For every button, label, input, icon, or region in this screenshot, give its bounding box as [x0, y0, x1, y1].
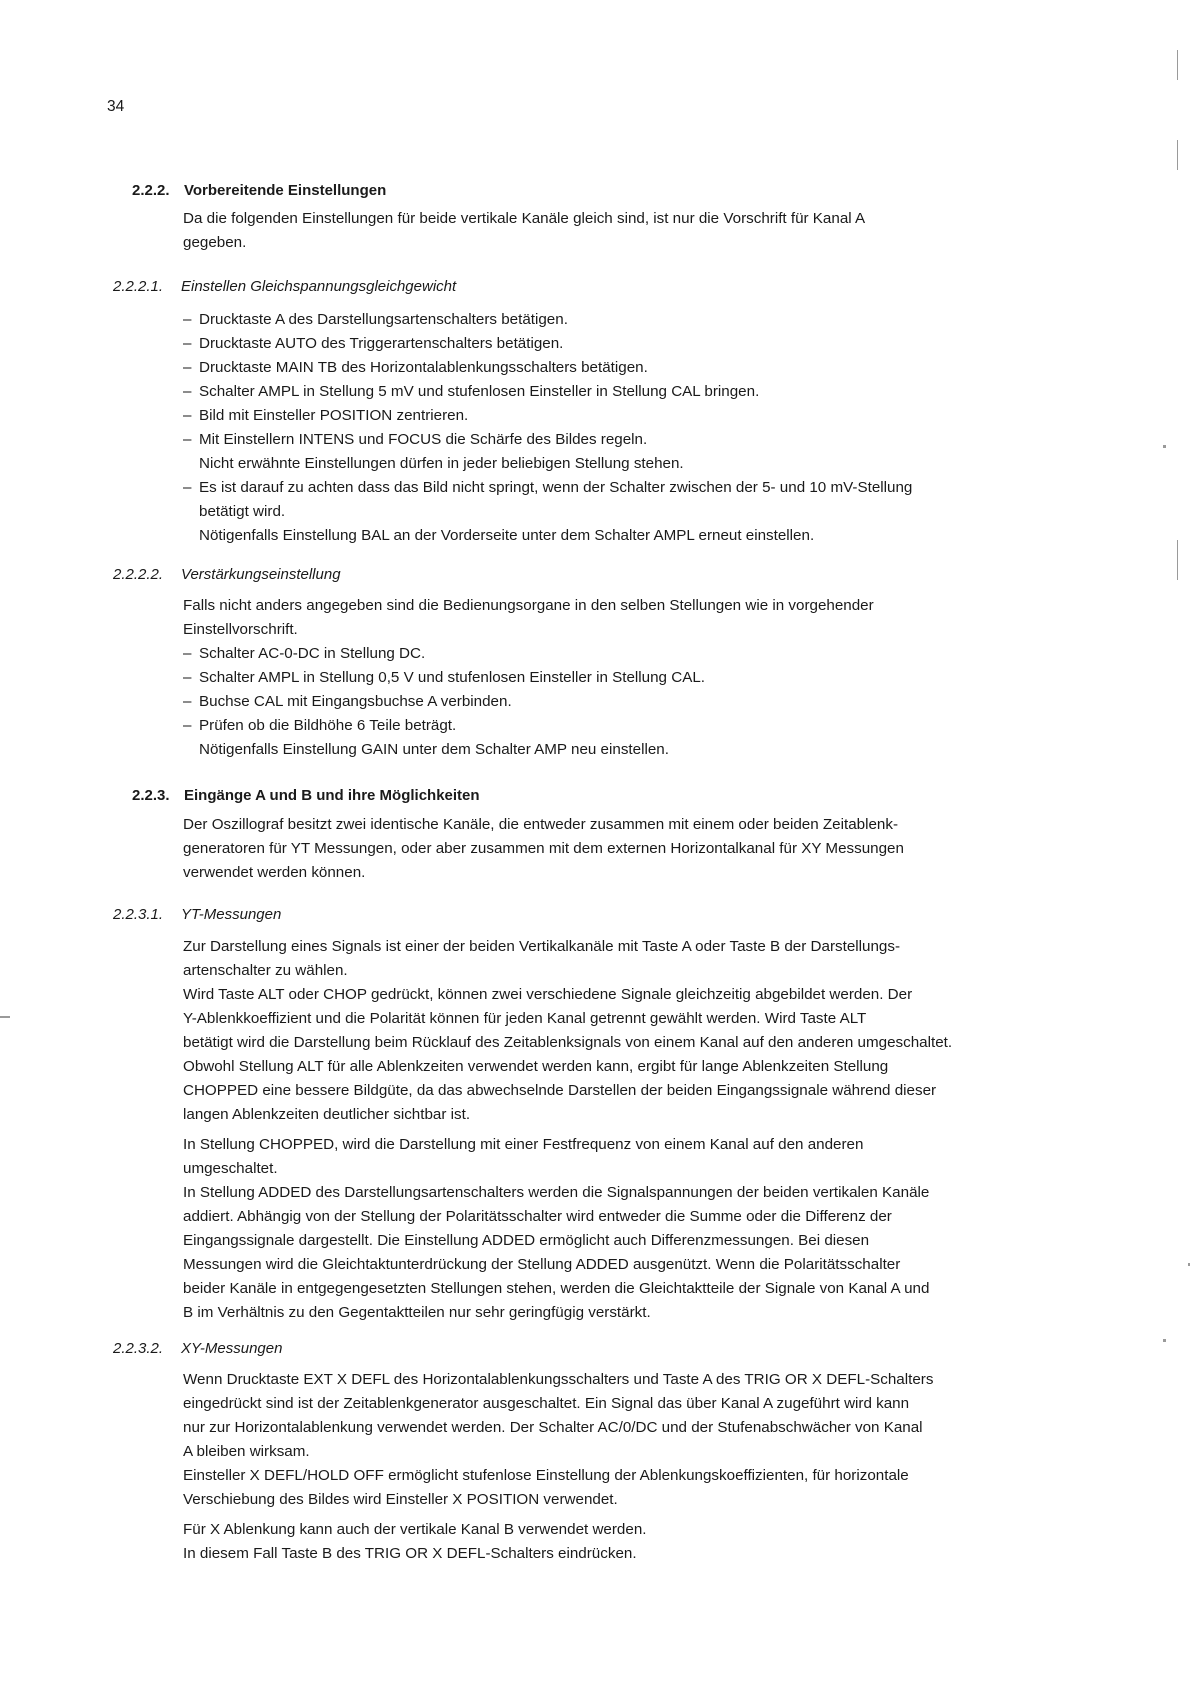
section-heading-2-2-2: [132, 182, 386, 199]
list-item: – Buchse CAL mit Eingangsbuchse A verbinden.: [183, 690, 1053, 714]
list-item: – Schalter AMPL in Stellung 5 mV und stufenlosen Einsteller in Stellung CAL bringen.: [183, 380, 1053, 404]
list-item: – Prüfen ob die Bildhöhe 6 Teile beträgt.: [183, 714, 1053, 738]
scan-mark: [1163, 1339, 1166, 1342]
list-item-continuation: Nötigenfalls Einstellung BAL an der Vorderseite unter dem Schalter AMPL erneut einstellen.: [199, 527, 815, 544]
paragraph-line: Messungen wird die Gleichtaktunterdrückung der Stellung ADDED ausgenützt. Wenn die Polaritätsschalter: [183, 1256, 901, 1273]
subsection-title: Einstellen Gleichspannungsgleichgewicht: [181, 278, 457, 295]
subsection-heading-2-2-3-2: [113, 1340, 282, 1357]
subsection-body-2-2-3-1: [183, 935, 1053, 1325]
subsection-heading-2-2-2-2: [113, 566, 341, 583]
list-item: – Schalter AMPL in Stellung 0,5 V und stufenlosen Einsteller in Stellung CAL.: [183, 666, 1053, 690]
paragraph-line: CHOPPED eine bessere Bildgüte, da das abwechselnde Darstellen der beiden Eingangssignale während dieser: [183, 1082, 937, 1099]
section-body-2-2-2: [183, 207, 1053, 255]
paragraph-line: gegeben.: [183, 234, 247, 251]
paragraph-line: Der Oszillograf besitzt zwei identische Kanäle, die entweder zusammen mit einem oder beiden Zeitablenk-: [183, 816, 899, 833]
paragraph-line: Wenn Drucktaste EXT X DEFL des Horizontalablenkungsschalters und Taste A des TRIG OR X DEFL-Schalters: [183, 1371, 934, 1388]
page-number: 34: [107, 98, 125, 115]
list-item: – Schalter AC-0-DC in Stellung DC.: [183, 642, 1053, 666]
paragraph-line: In Stellung ADDED des Darstellungsartenschalters werden die Signalspannungen der beiden vertikalen Kanäle: [183, 1184, 930, 1201]
list-item-continuation: betätigt wird.: [199, 503, 286, 520]
paragraph-line: umgeschaltet.: [183, 1160, 278, 1177]
paragraph-line: verwendet werden können.: [183, 864, 366, 881]
paragraph-line: betätigt wird die Darstellung beim Rücklauf des Zeitablenksignals von einem Kanal auf den anderen umgeschaltet.: [183, 1034, 953, 1051]
paragraph-line: In Stellung CHOPPED, wird die Darstellung mit einer Festfrequenz von einem Kanal auf den anderen: [183, 1136, 864, 1153]
paragraph-line: Y-Ablenkkoeffizient und die Polarität können für jeden Kanal getrennt gewählt werden. Wird Taste ALT: [183, 1010, 867, 1027]
subsection-title: Verstärkungseinstellung: [181, 566, 341, 583]
list-item: – Drucktaste MAIN TB des Horizontalablenkungsschalters betätigen.: [183, 356, 1053, 380]
subsection-body-2-2-2-2: [183, 594, 1053, 762]
paragraph-line: Falls nicht anders angegeben sind die Bedienungsorgane in den selben Stellungen wie in vorgehender: [183, 597, 874, 614]
paragraph-line: langen Ablenkzeiten deutlicher sichtbar ist.: [183, 1106, 471, 1123]
scan-mark: [1177, 50, 1178, 80]
paragraph-line: Obwohl Stellung ALT für alle Ablenkzeiten verwendet werden kann, ergibt für lange Ablenkzeiten Stellung: [183, 1058, 889, 1075]
paragraph-line: Zur Darstellung eines Signals ist einer der beiden Vertikalkanäle mit Taste A oder Taste B der Darstellungs-: [183, 938, 901, 955]
section-heading-2-2-3: [132, 787, 480, 804]
paragraph-line: eingedrückt sind ist der Zeitablenkgenerator ausgeschaltet. Ein Signal das über Kanal A zugeführt wird kann: [183, 1395, 910, 1412]
paragraph-line: Wird Taste ALT oder CHOP gedrückt, können zwei verschiedene Signale gleichzeitig abgebildet werden. Der: [183, 986, 913, 1003]
paragraph-line: Einstellvorschrift.: [183, 621, 298, 638]
list-item: – Drucktaste AUTO des Triggerartenschalters betätigen.: [183, 332, 1053, 356]
paragraph-line: Verschiebung des Bildes wird Einsteller X POSITION verwendet.: [183, 1491, 618, 1508]
step-list: [183, 308, 1053, 452]
subsection-number: 2.2.2.1.: [113, 278, 164, 295]
paragraph-line: In diesem Fall Taste B des TRIG OR X DEFL-Schalters eindrücken.: [183, 1545, 637, 1562]
scan-mark: [1163, 445, 1166, 448]
section-number: 2.2.2.: [132, 182, 170, 199]
subsection-number: 2.2.2.2.: [113, 566, 164, 583]
subsection-title: XY-Messungen: [181, 1340, 283, 1357]
list-item: – Es ist darauf zu achten dass das Bild nicht springt, wenn der Schalter zwischen der 5- und 10 mV-Stellung: [183, 476, 1053, 500]
paragraph-line: Da die folgenden Einstellungen für beide vertikale Kanäle gleich sind, ist nur die Vorschrift für Kanal A: [183, 210, 866, 227]
paragraph-line: Für X Ablenkung kann auch der vertikale Kanal B verwendet werden.: [183, 1521, 647, 1538]
list-item: – Bild mit Einsteller POSITION zentrieren.: [183, 404, 1053, 428]
scan-mark: [1177, 140, 1178, 170]
subsection-body-2-2-3-2: [183, 1368, 1053, 1566]
paragraph-line: artenschalter zu wählen.: [183, 962, 348, 979]
section-body-2-2-3: [183, 813, 1053, 885]
note-line: Nötigenfalls Einstellung GAIN unter dem Schalter AMP neu einstellen.: [199, 741, 669, 758]
step-list: [183, 476, 1053, 500]
list-item: – Drucktaste A des Darstellungsartenschalters betätigen.: [183, 308, 1053, 332]
paragraph-line: nur zur Horizontalablenkung verwendet werden. Der Schalter AC/0/DC und der Stufenabschwächer von Kanal: [183, 1419, 923, 1436]
scan-mark: [1177, 540, 1178, 580]
note-line: Nicht erwähnte Einstellungen dürfen in jeder beliebigen Stellung stehen.: [199, 455, 684, 472]
subsection-heading-2-2-3-1: [113, 906, 281, 923]
subsection-number: 2.2.3.1.: [113, 906, 164, 923]
section-title: Vorbereitende Einstellungen: [184, 182, 387, 199]
paragraph-line: Eingangssignale dargestellt. Die Einstellung ADDED ermöglicht auch Differenzmessungen. Bei diesen: [183, 1232, 870, 1249]
subsection-title: YT-Messungen: [181, 906, 282, 923]
subsection-heading-2-2-2-1: [113, 278, 456, 295]
paragraph-line: B im Verhältnis zu den Gegentaktteilen nur sehr geringfügig verstärkt.: [183, 1304, 651, 1321]
section-number: 2.2.3.: [132, 787, 170, 804]
list-item: – Mit Einstellern INTENS und FOCUS die Schärfe des Bildes regeln.: [183, 428, 1053, 452]
scan-mark: [0, 1016, 10, 1018]
step-list: [183, 642, 1053, 738]
subsection-number: 2.2.3.2.: [113, 1340, 164, 1357]
paragraph-line: addiert. Abhängig von der Stellung der Polaritätsschalter wird entweder die Summe oder die Differenz der: [183, 1208, 892, 1225]
paragraph-line: beider Kanäle in entgegengesetzten Stellungen stehen, werden die Gleichtaktteile der Signale von Kanal A und: [183, 1280, 930, 1297]
section-title: Eingänge A und B und ihre Möglichkeiten: [184, 787, 480, 804]
paragraph-line: A bleiben wirksam.: [183, 1443, 310, 1460]
paragraph-line: generatoren für YT Messungen, oder aber zusammen mit dem externen Horizontalkanal für XY Messungen: [183, 840, 904, 857]
subsection-body-2-2-2-1: [183, 308, 1053, 548]
paragraph-line: Einsteller X DEFL/HOLD OFF ermöglicht stufenlose Einstellung der Ablenkungskoeffizienten, für horizontale: [183, 1467, 909, 1484]
